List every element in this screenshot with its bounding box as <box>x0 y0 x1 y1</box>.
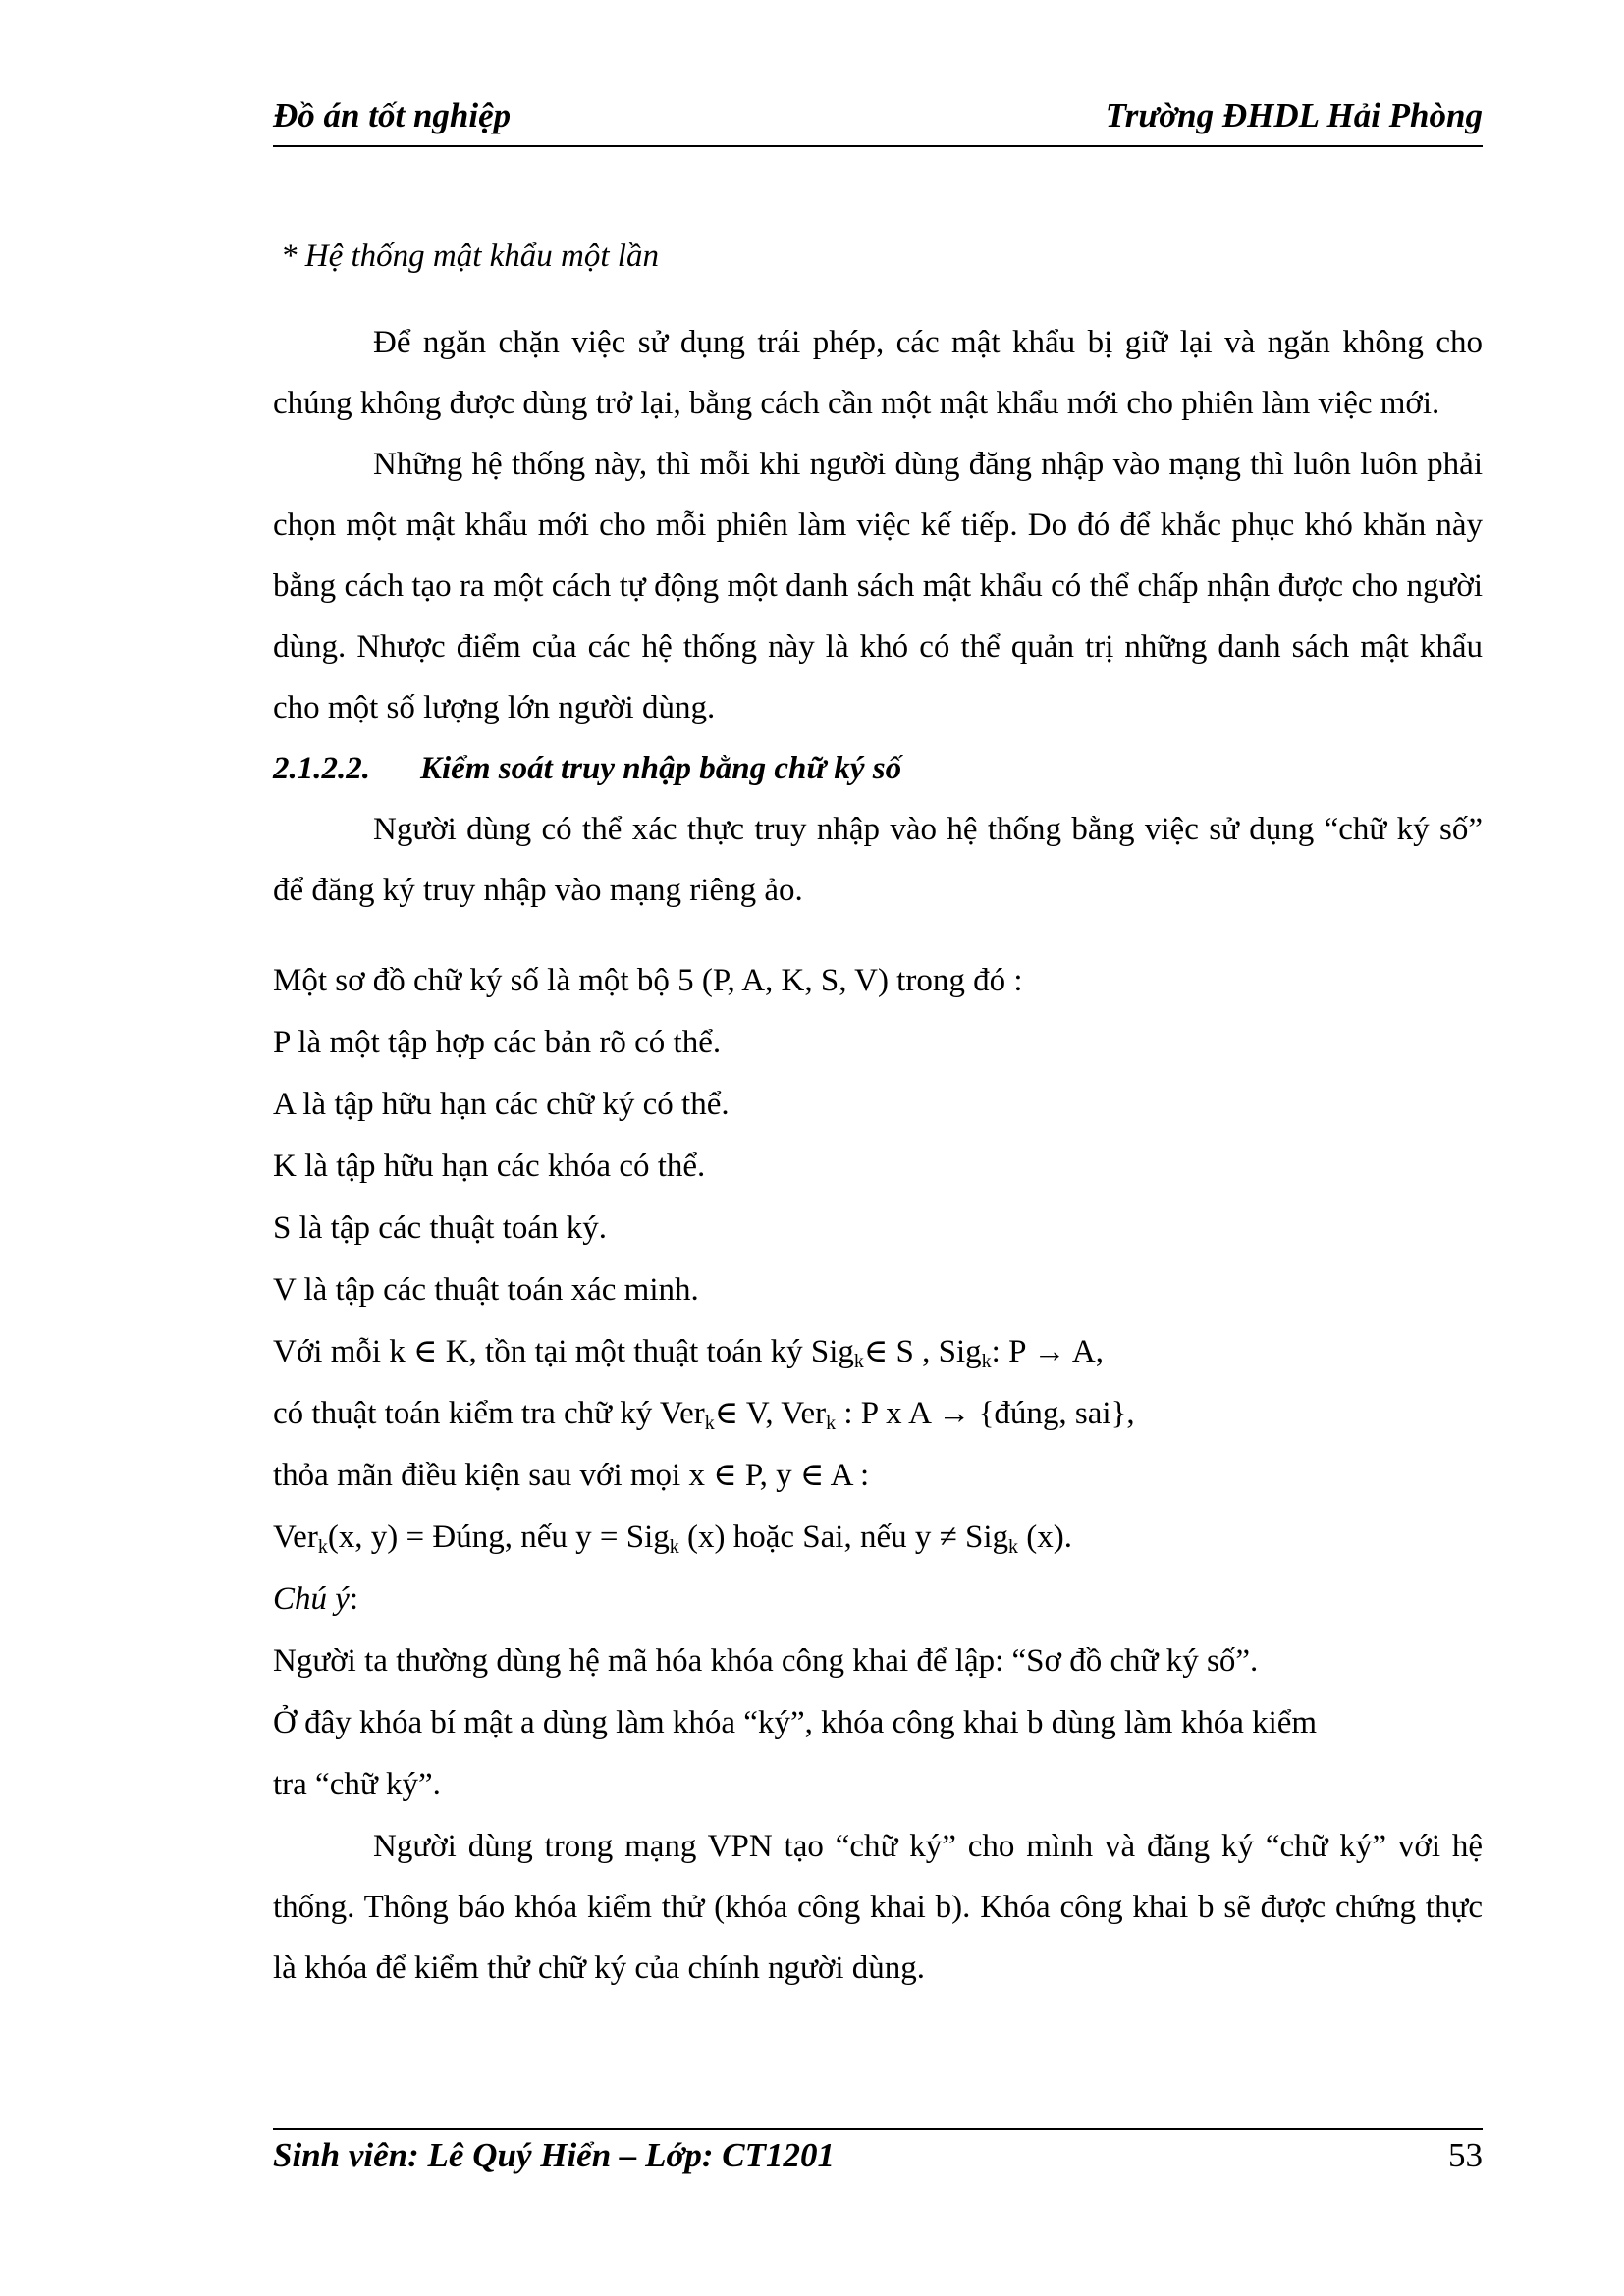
note-label: Chú ý: <box>273 1581 359 1617</box>
formula-verification: Ver$_k$(x, y) = Đúng, nếu y = Sig$_k$ (x) hoặc Sai, nếu y ≠ Sig$_k$ (x). <box>273 1520 1072 1558</box>
page-content <box>273 226 1483 1999</box>
header-university: Trường ĐHDL Hải Phòng <box>1105 96 1483 134</box>
definition-v: V là tập các thuật toán xác minh. <box>273 1272 699 1308</box>
note-line-2: Ở đây khóa bí mật a dùng làm khóa “ký”, khóa công khai b dùng làm khóa kiểm <box>273 1705 1318 1740</box>
page-header <box>273 96 1483 147</box>
formula-condition: thỏa mãn điều kiện sau với mọi x ∈ P, y ∈ A : <box>273 1458 870 1493</box>
section-heading <box>273 738 1483 799</box>
definition-k: K là tập hữu hạn các khóa có thể. <box>273 1148 706 1184</box>
paragraph-3: Người dùng có thể xác thực truy nhập vào hệ thống bằng việc sử dụng “chữ ký số” để đăng ký truy nhập vào mạng riêng ảo. <box>273 812 1483 908</box>
definition-block <box>273 950 1483 1816</box>
definition-p: P là một tập hợp các bản rõ có thể. <box>273 1025 722 1060</box>
paragraph-1: Để ngăn chặn việc sử dụng trái phép, các mật khẩu bị giữ lại và ngăn không cho chúng không được dùng trở lại, bằng cách cần một mật khẩu mới cho phiên làm việc mới. <box>273 325 1483 421</box>
subheading-one-time-password: * Hệ thống mật khẩu một lần <box>281 239 659 274</box>
paragraph-4: Người dùng trong mạng VPN tạo “chữ ký” cho mình và đăng ký “chữ ký” với hệ thống. Thông báo khóa kiểm thử (khóa công khai b). Khóa công khai b sẽ được chứng thực là khóa để kiểm thử chữ ký của chính người dùng. <box>273 1829 1483 1986</box>
footer-student: Sinh viên: Lê Quý Hiển – Lớp: CT1201 <box>273 2136 835 2174</box>
header-thesis-title: Đồ án tốt nghiệp <box>273 96 512 134</box>
page-number: 53 <box>1448 2136 1483 2174</box>
page-footer <box>273 2128 1483 2189</box>
formula-ver: có thuật toán kiểm tra chữ ký Ver$_k$∈ V, Ver$_k$ : P x A → {đúng, sai}, <box>273 1396 1135 1434</box>
formula-sig: Với mỗi k ∈ K, tồn tại một thuật toán ký Sig$_k$∈ S , Sig$_k$: P → A, <box>273 1334 1104 1372</box>
section-number: 2.1.2.2. <box>273 751 370 786</box>
section-title: Kiểm soát truy nhập bằng chữ ký số <box>420 751 902 786</box>
definition-s: S là tập các thuật toán ký. <box>273 1210 607 1246</box>
note-line-1: Người ta thường dùng hệ mã hóa khóa công khai để lập: “Sơ đồ chữ ký số”. <box>273 1643 1259 1679</box>
definition-a: A là tập hữu hạn các chữ ký có thể. <box>273 1087 730 1122</box>
note-line-3: tra “chữ ký”. <box>273 1767 441 1802</box>
definition-intro: Một sơ đồ chữ ký số là một bộ 5 (P, A, K, S, V) trong đó : <box>273 963 1023 998</box>
paragraph-2: Những hệ thống này, thì mỗi khi người dùng đăng nhập vào mạng thì luôn luôn phải chọn một mật khẩu mới cho mỗi phiên làm việc kế tiếp. Do đó để khắc phục khó khăn này bằng cách tạo ra một cách tự động một danh sách mật khẩu có thể chấp nhận được cho người dùng. Nhược điểm của các hệ thống này là khó có thể quản trị những danh sách mật khẩu cho một số lượng lớn người dùng. <box>273 447 1483 725</box>
